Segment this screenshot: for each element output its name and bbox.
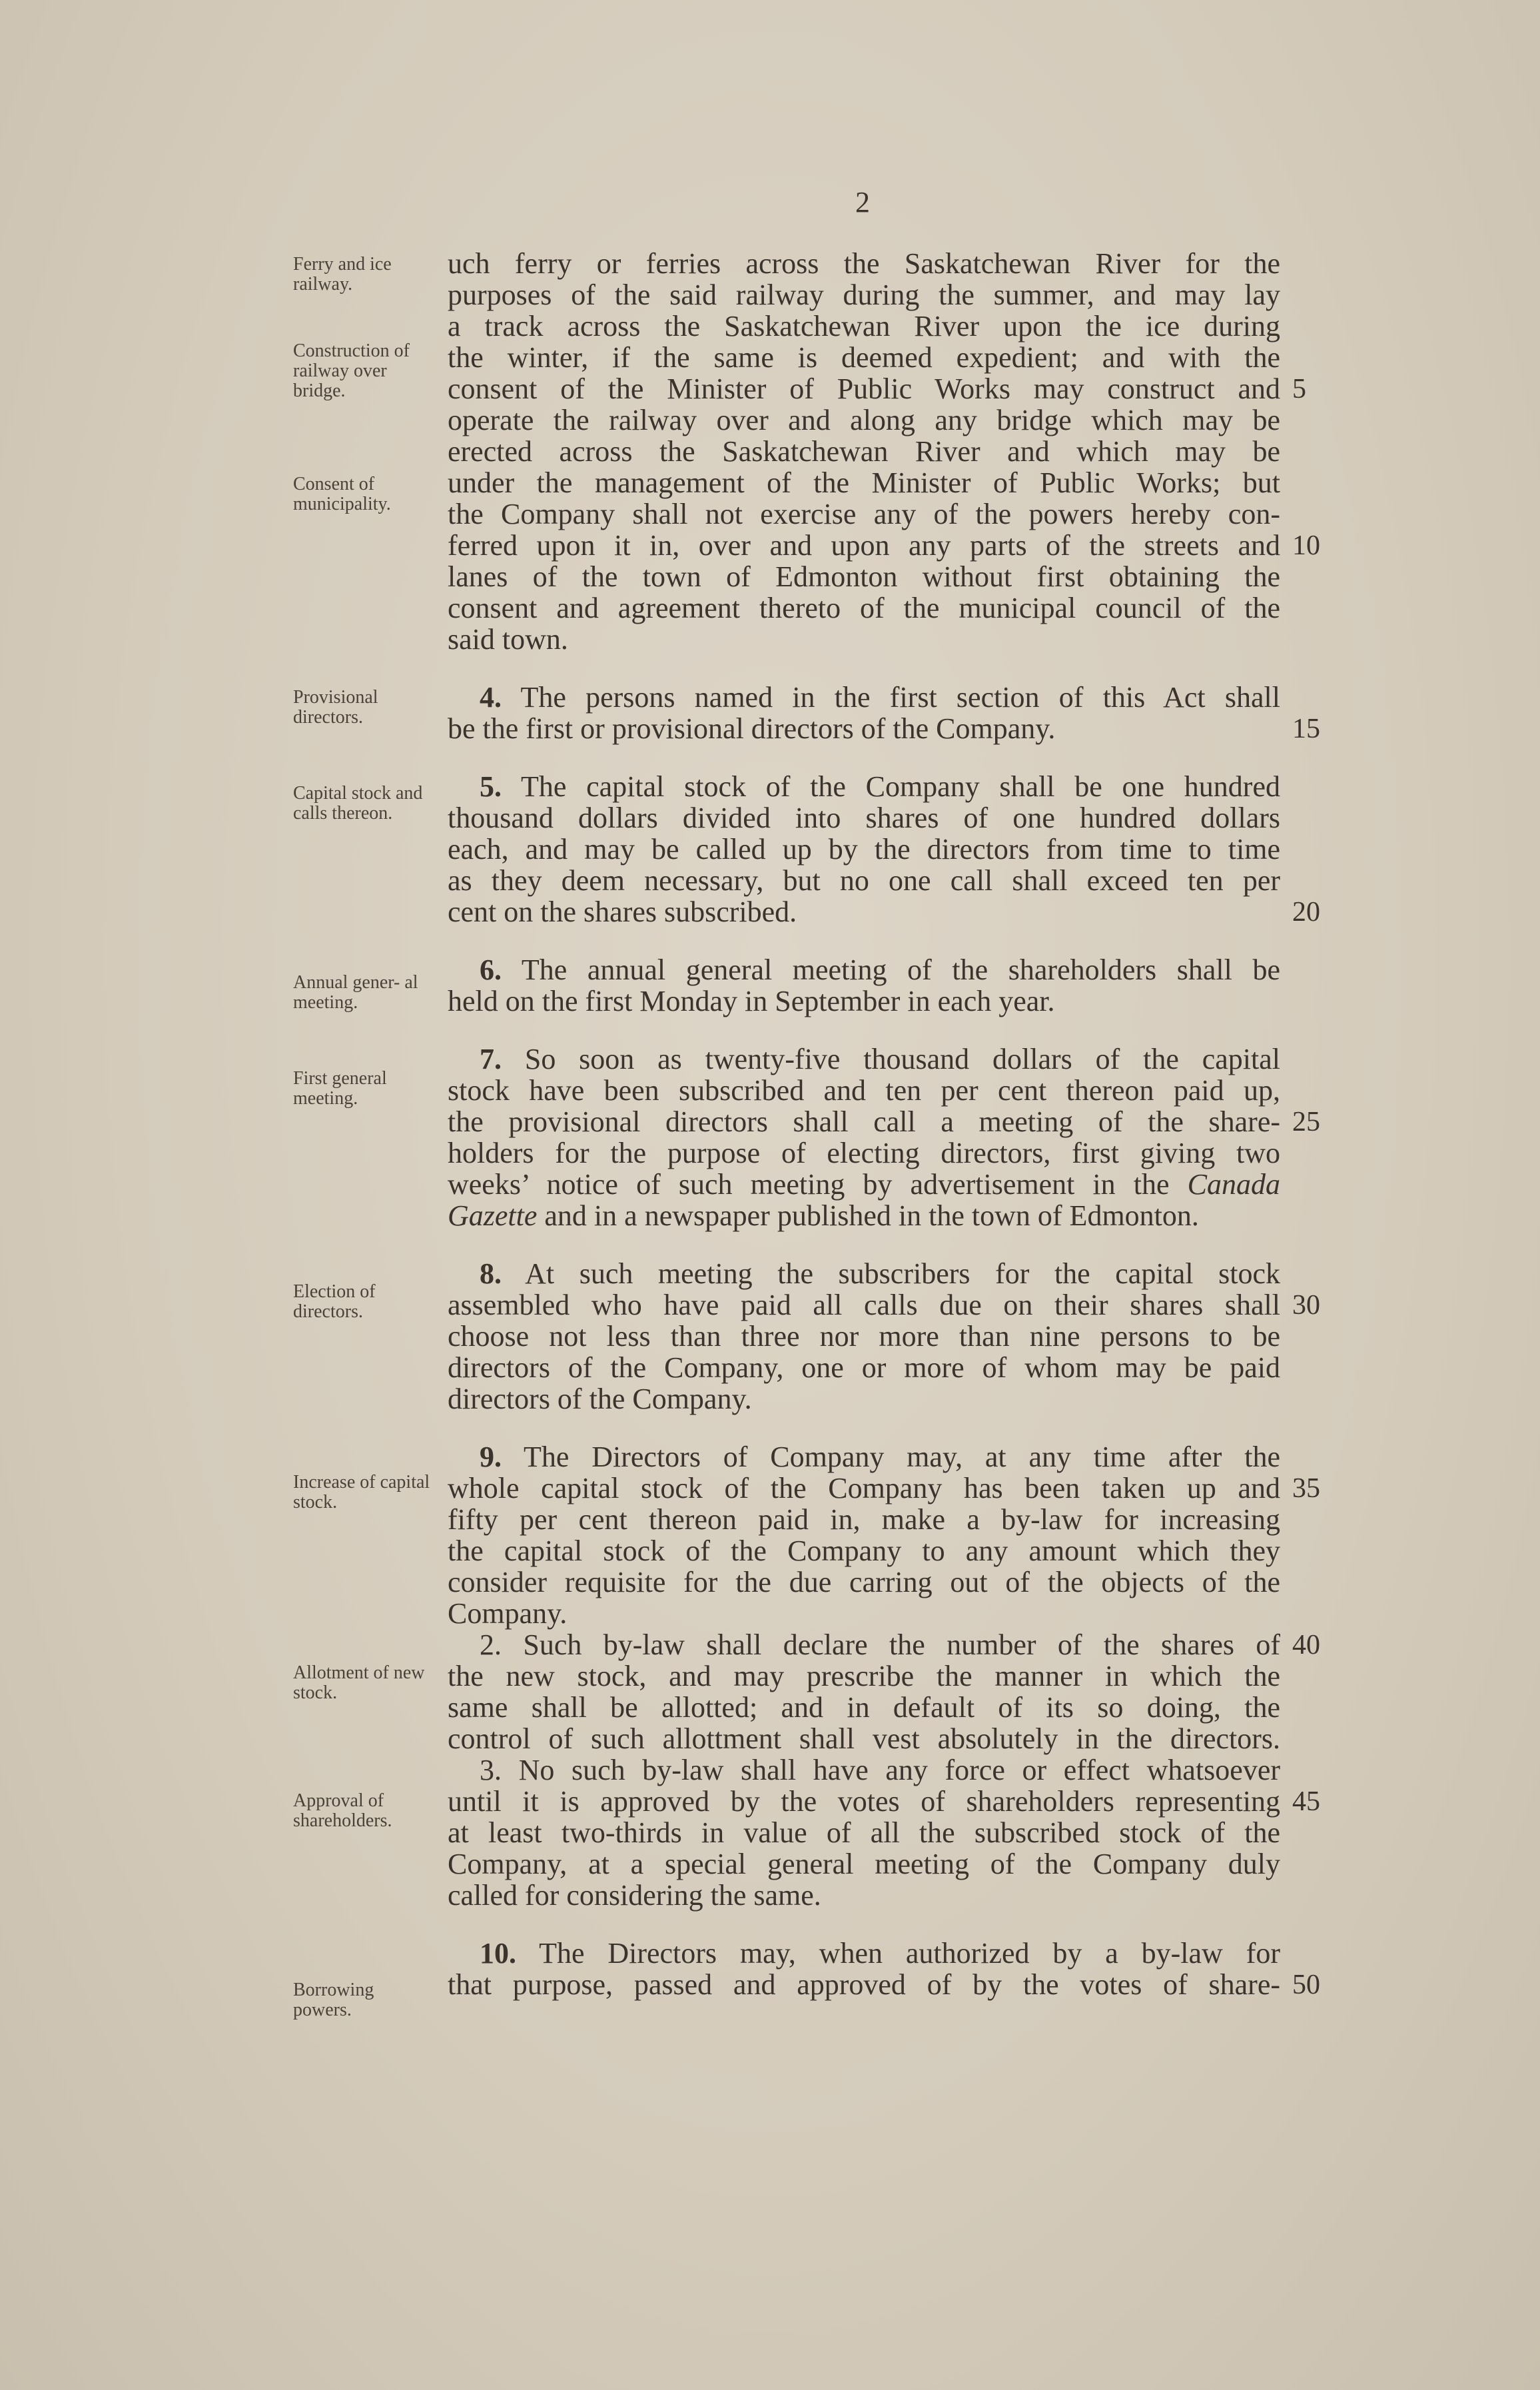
section-number: 8.: [480, 1258, 502, 1290]
line-text: Company, at a special general meeting of the Company duly: [448, 1848, 1280, 1880]
text-line: [448, 1969, 1280, 2001]
line-text: So soon as twenty-five thousand dollars of the capital: [502, 1043, 1280, 1075]
section-number: 7.: [480, 1043, 502, 1075]
margin-note: Consent of municipality.: [293, 474, 391, 514]
margin-note: Election of directors.: [293, 1281, 376, 1322]
line-text: consent of the Minister of Public Works may construct and: [448, 373, 1280, 405]
line-text: the provisional directors shall call a meeting of the share-: [448, 1106, 1280, 1138]
line-text: 2. Such by-law shall declare the number of the shares of: [480, 1629, 1280, 1661]
text-line: [448, 1629, 1280, 1661]
text-line: [448, 1441, 1280, 1473]
line-text: choose not less than three nor more than nine persons to be: [448, 1321, 1280, 1353]
line-text: The annual general meeting of the shareholders shall be: [502, 954, 1280, 986]
text-line: [448, 1848, 1280, 1880]
line-text: consider requisite for the due carring out of the objects of the: [448, 1566, 1280, 1598]
line-text: The Directors of Company may, at any time after the: [502, 1441, 1280, 1473]
line-text: the Company shall not exercise any of the powers hereby con-: [448, 498, 1280, 530]
italic-text: Canada: [1187, 1169, 1280, 1201]
margin-note: Capital stock and calls thereon.: [293, 783, 423, 824]
line-number: 50: [1292, 1970, 1320, 2000]
margin-note: Approval of shareholders.: [293, 1790, 392, 1831]
text-line: [448, 1938, 1280, 1970]
line-text: each, and may be called up by the directors from time to time: [448, 834, 1280, 866]
line-text: holders for the purpose of electing directors, first giving two: [448, 1137, 1280, 1169]
text-line: [448, 771, 1280, 803]
line-text: thousand dollars divided into shares of one hundred dollars: [448, 802, 1280, 834]
text-line: [448, 436, 1280, 468]
line-text: the winter, if the same is deemed expedient; and with the: [448, 342, 1280, 374]
text-line: [448, 1075, 1280, 1107]
line-text: control of such allottment shall vest absolutely in the directors.: [448, 1723, 1280, 1755]
line-text: called for considering the same.: [448, 1880, 821, 1912]
text-line: [448, 592, 1280, 624]
text-line: [448, 865, 1280, 897]
line-text: held on the first Monday in September in each year.: [448, 985, 1055, 1017]
text-line: [448, 1566, 1280, 1598]
text-line: [448, 1137, 1280, 1169]
text-line: [448, 834, 1280, 866]
line-text: be the first or provisional directors of the Company.: [448, 713, 1056, 745]
text-line: [448, 1754, 1280, 1786]
text-line: [448, 248, 1280, 280]
section-number: 10.: [480, 1938, 516, 1970]
text-line: [448, 342, 1280, 374]
line-number: 35: [1292, 1473, 1320, 1504]
line-text: At such meeting the subscribers for the capital stock: [502, 1258, 1280, 1290]
text-line: [448, 1473, 1280, 1504]
text-line: [448, 1043, 1280, 1075]
line-text: erected across the Saskatchewan River and which may be: [448, 436, 1280, 468]
text-line: [448, 1383, 1280, 1415]
text-line: [448, 1352, 1280, 1384]
text-line: [448, 1723, 1280, 1755]
line-number: 45: [1292, 1786, 1320, 1817]
text-line: [448, 561, 1280, 593]
text-line: [448, 624, 1280, 656]
margin-note: Construction of railway over bridge.: [293, 340, 410, 401]
text-line: [448, 1106, 1280, 1138]
section-number: 9.: [480, 1441, 502, 1473]
line-number: 25: [1292, 1107, 1320, 1137]
margin-note: Allotment of new stock.: [293, 1662, 425, 1703]
line-number: 30: [1292, 1290, 1320, 1321]
line-text: the capital stock of the Company to any amount which they: [448, 1535, 1280, 1567]
line-text: consent and agreement thereto of the municipal council of the: [448, 592, 1280, 624]
line-text: under the management of the Minister of Public Works; but: [448, 467, 1280, 499]
line-text: a track across the Saskatchewan River upon the ice during: [448, 310, 1280, 342]
text-line: [448, 802, 1280, 834]
text-line: [448, 310, 1280, 342]
line-number: 10: [1292, 530, 1320, 561]
text-line: [448, 1598, 1280, 1630]
margin-note: Borrowing powers.: [293, 1980, 374, 2020]
line-text: purposes of the said railway during the summer, and may lay: [448, 279, 1280, 311]
line-text: The capital stock of the Company shall be one hundred: [502, 771, 1280, 803]
line-text: cent on the shares subscribed.: [448, 896, 797, 928]
line-number: 40: [1292, 1630, 1320, 1660]
line-text: at least two-thirds in value of all the subscribed stock of the: [448, 1817, 1280, 1849]
line-text: whole capital stock of the Company has been taken up and: [448, 1473, 1280, 1504]
text-line: [448, 1200, 1280, 1232]
line-text: and in a newspaper published in the town of Edmonton.: [537, 1200, 1199, 1232]
text-line: [448, 373, 1280, 405]
section-number: 6.: [480, 954, 502, 986]
line-number: 15: [1292, 714, 1320, 744]
text-line: [448, 713, 1280, 745]
line-text: Company.: [448, 1598, 568, 1630]
text-line: [448, 954, 1280, 986]
line-text: that purpose, passed and approved of by the votes of share-: [448, 1969, 1280, 2001]
text-line: [448, 530, 1280, 562]
text-line: [448, 1169, 1280, 1201]
text-line: [448, 896, 1280, 928]
line-text: until it is approved by the votes of shareholders representing: [448, 1786, 1280, 1818]
text-line: [448, 1660, 1280, 1692]
line-text: 3. No such by-law shall have any force or effect whatsoever: [480, 1754, 1280, 1786]
text-line: [448, 1692, 1280, 1724]
line-text: said town.: [448, 624, 568, 656]
line-text: The Directors may, when authorized by a by-law for: [516, 1938, 1280, 1970]
text-line: [448, 1258, 1280, 1290]
line-text: fifty per cent thereon paid in, make a by-law for increasing: [448, 1504, 1280, 1536]
text-line: [448, 498, 1280, 530]
line-text: as they deem necessary, but no one call shall exceed ten per: [448, 865, 1280, 897]
line-text: lanes of the town of Edmonton without first obtaining the: [448, 561, 1280, 593]
margin-note: Annual gener- al meeting.: [293, 972, 418, 1013]
text-line: [448, 1535, 1280, 1567]
line-text: weeks’ notice of such meeting by advertisement in the: [448, 1169, 1188, 1201]
italic-text: Gazette: [448, 1200, 538, 1232]
text-line: [448, 1786, 1280, 1818]
text-line: [448, 682, 1280, 714]
line-text: the new stock, and may prescribe the manner in which the: [448, 1660, 1280, 1692]
line-text: The persons named in the first section of this Act shall: [502, 682, 1280, 714]
page-number: 2: [855, 186, 870, 219]
text-line: [448, 404, 1280, 436]
line-text: same shall be allotted; and in default of its so doing, the: [448, 1692, 1280, 1724]
section-number: 4.: [480, 682, 502, 714]
line-text: stock have been subscribed and ten per cent thereon paid up,: [448, 1075, 1280, 1107]
text-line: [448, 1289, 1280, 1321]
line-text: directors of the Company.: [448, 1383, 752, 1415]
line-number: 5: [1292, 374, 1306, 404]
text-line: [448, 467, 1280, 499]
line-text: assembled who have paid all calls due on their shares shall: [448, 1289, 1280, 1321]
text-line: [448, 1504, 1280, 1536]
line-text: operate the railway over and along any bridge which may be: [448, 404, 1280, 436]
text-line: [448, 1817, 1280, 1849]
line-text: directors of the Company, one or more of whom may be paid: [448, 1352, 1280, 1384]
line-number: 20: [1292, 897, 1320, 927]
text-line: [448, 1321, 1280, 1353]
text-line: [448, 1880, 1280, 1912]
text-line: [448, 985, 1280, 1017]
section-number: 5.: [480, 771, 502, 803]
margin-note: Provisional directors.: [293, 687, 378, 728]
margin-note: First general meeting.: [293, 1068, 387, 1109]
line-text: ferred upon it in, over and upon any parts of the streets and: [448, 530, 1280, 562]
margin-note: Increase of capital stock.: [293, 1472, 430, 1512]
text-line: [448, 279, 1280, 311]
line-text: uch ferry or ferries across the Saskatchewan River for the: [448, 248, 1280, 280]
margin-note: Ferry and ice railway.: [293, 254, 392, 295]
